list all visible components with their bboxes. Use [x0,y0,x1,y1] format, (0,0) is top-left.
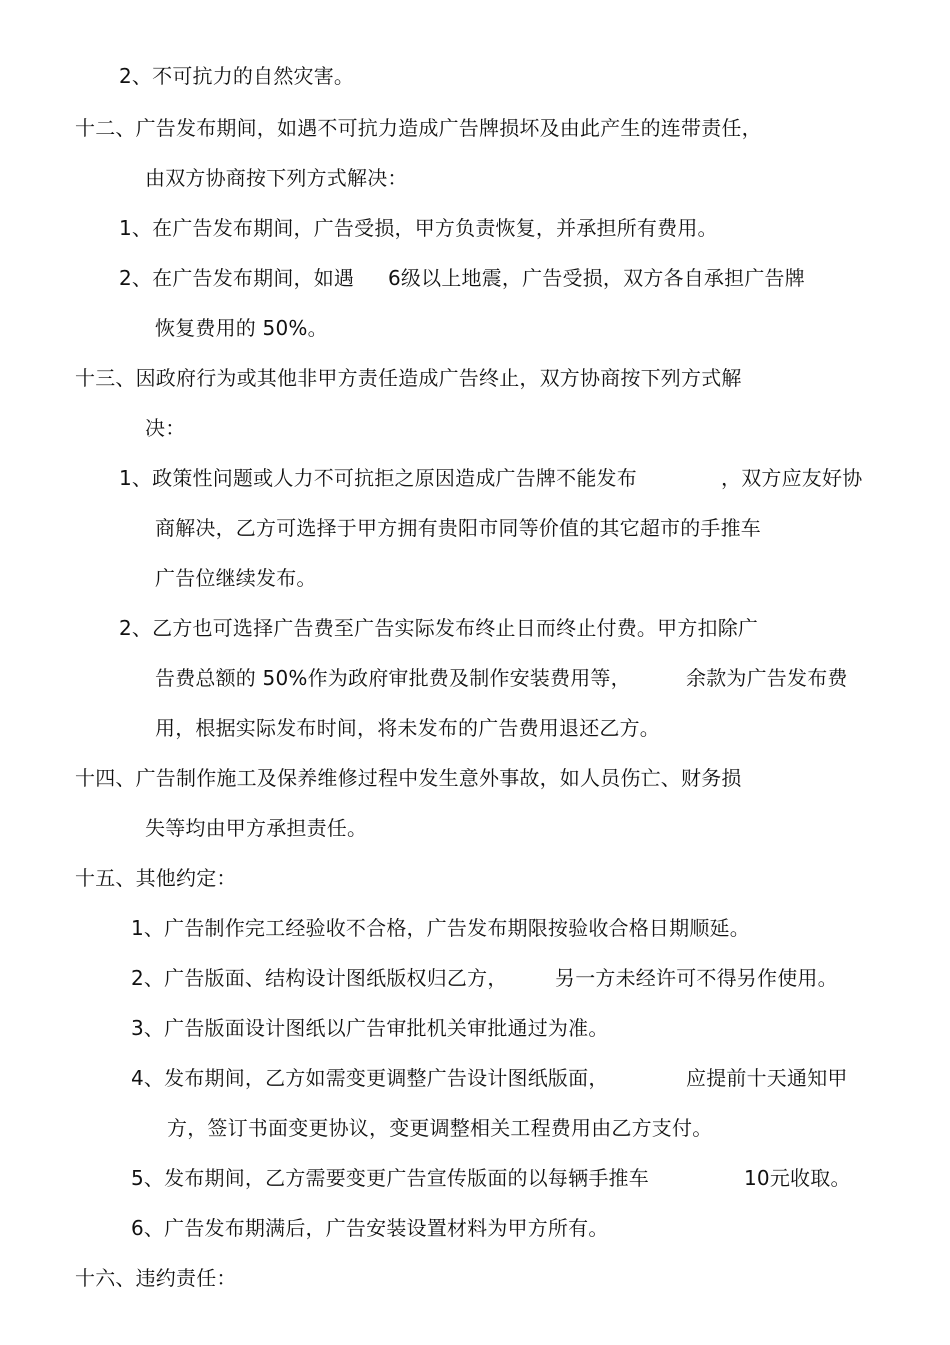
clause-13-item-1-cont-1: 商解决，乙方可选择于甲方拥有贵阳市同等价值的其它超市的手推车 [155,516,761,540]
clause-11-item-2: 2、不可抗力的自然灾害。 [119,64,355,88]
clause-13-heading: 十三、因政府行为或其他非甲方责任造成广告终止，双方协商按下列方式解 [75,366,742,390]
clause-15-item-1: 1、广告制作完工经验收不合格，广告发布期限按验收合格日期顺延。 [131,916,750,940]
clause-13-item-2-cont-1-part-a: 告费总额的 50%作为政府审批费及制作安装费用等， [155,666,631,690]
clause-12-item-2-part-a: 2、在广告发布期间，如遇 [119,266,355,290]
clause-14-heading-cont: 失等均由甲方承担责任。 [145,816,368,840]
clause-12-item-1: 1、在广告发布期间，广告受损，甲方负责恢复，并承担所有费用。 [119,216,718,240]
clause-12-heading: 十二、广告发布期间，如遇不可抗力造成广告牌损坏及由此产生的连带责任， [75,116,762,140]
clause-15-item-4-cont: 方，签订书面变更协议，变更调整相关工程费用由乙方支付。 [167,1116,713,1140]
clause-14-heading: 十四、广告制作施工及保养维修过程中发生意外事故，如人员伤亡、财务损 [75,766,742,790]
clause-13-heading-cont: 决： [145,416,186,440]
clause-13-item-2-cont-1-part-b: 余款为广告发布费 [686,666,848,690]
clause-13-item-1-part-a: 1、政策性问题或人力不可抗拒之原因造成广告牌不能发布 [119,466,637,490]
clause-15-item-5-part-b: 10元收取。 [744,1166,851,1190]
clause-16-heading: 十六、违约责任： [75,1266,237,1290]
clause-12-item-2-part-b: 6级以上地震，广告受损，双方各自承担广告牌 [388,266,805,290]
clause-15-item-6: 6、广告发布期满后，广告安装设置材料为甲方所有。 [131,1216,609,1240]
clause-15-heading: 十五、其他约定： [75,866,237,890]
clause-12-heading-cont: 由双方协商按下列方式解决： [145,166,408,190]
clause-13-item-1-part-b: ，双方应友好协 [721,466,863,490]
clause-15-item-3: 3、广告版面设计图纸以广告审批机关审批通过为准。 [131,1016,609,1040]
clause-15-item-2-part-a: 2、广告版面、结构设计图纸版权归乙方， [131,966,508,990]
clause-13-item-2: 2、乙方也可选择广告费至广告实际发布终止日而终止付费。甲方扣除广 [119,616,759,640]
clause-13-item-2-cont-2: 用，根据实际发布时间，将未发布的广告费用退还乙方。 [155,716,660,740]
clause-15-item-2-part-b: 另一方未经许可不得另作使用。 [555,966,838,990]
clause-12-item-2-cont: 恢复费用的 50%。 [155,316,328,340]
clause-15-item-4-part-b: 应提前十天通知甲 [686,1066,848,1090]
clause-15-item-4-part-a: 4、发布期间，乙方如需变更调整广告设计图纸版面， [131,1066,609,1090]
clause-13-item-1-cont-2: 广告位继续发布。 [155,566,317,590]
clause-15-item-5-part-a: 5、发布期间，乙方需要变更广告宣传版面的以每辆手推车 [131,1166,649,1190]
